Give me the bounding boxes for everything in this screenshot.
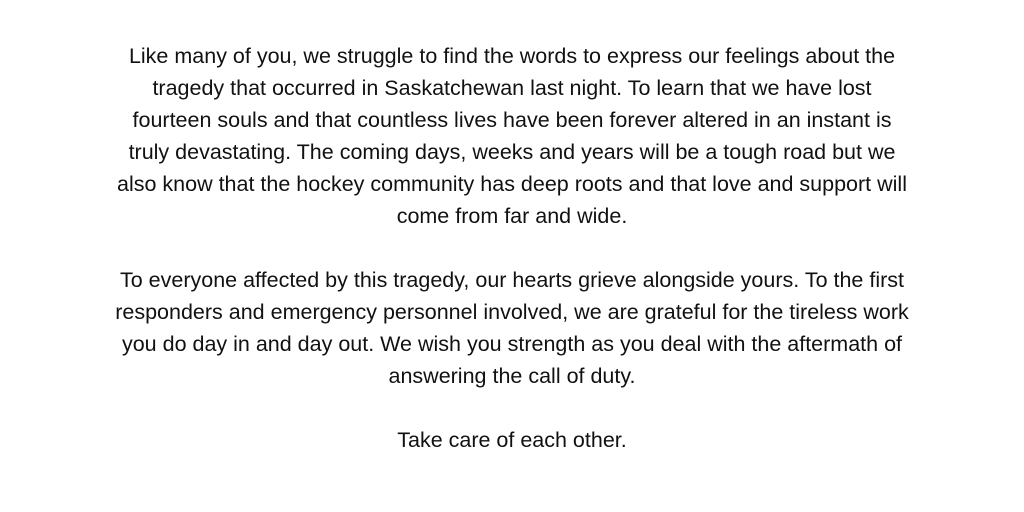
statement-paragraph-1: Like many of you, we struggle to find the words to express our feelings about the tragedy that occurred in Saskatchewan last night. To learn that we have lost fourteen souls and that countless lives have been forever altered in an instant is truly devastating. The coming days, weeks and years will be a tough road but we also know that the hockey community has deep roots and that love and support will come from far and wide.: [117, 44, 907, 228]
statement-closing-line: Take care of each other.: [397, 428, 627, 452]
statement-paragraph-2: To everyone affected by this tragedy, our hearts grieve alongside yours. To the first responders and emergency personnel involved, we are grateful for the tireless work you do day in and day out. We wish you strength as you deal with the aftermath of answering the call of duty.: [115, 268, 909, 388]
